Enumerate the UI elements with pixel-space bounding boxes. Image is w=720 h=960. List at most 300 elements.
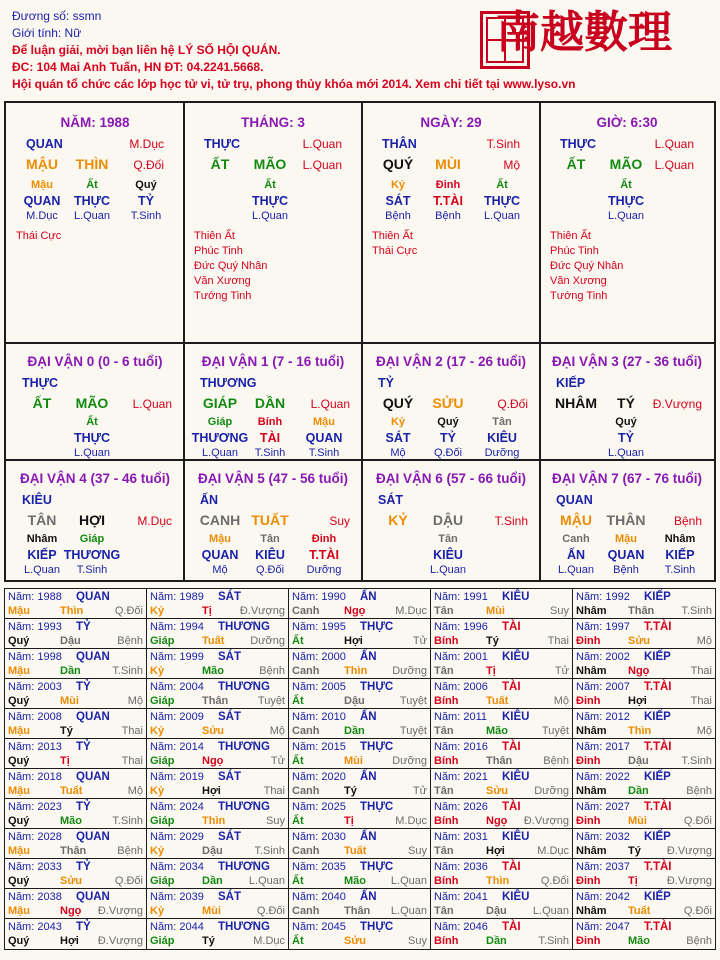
year-cell [147, 919, 289, 949]
year-label: Năm: 1991 [434, 591, 488, 603]
year-relation: KIẾP [644, 651, 671, 663]
year-label: Năm: 2035 [292, 861, 346, 873]
year-relation: KIÊU [502, 711, 530, 723]
year-line-bottom [292, 605, 427, 618]
year-stem: Tân [434, 845, 454, 857]
hidden-stem: Mậu [615, 533, 637, 545]
hidden-stage: L.Quan [73, 447, 111, 459]
year-stem: Nhâm [576, 785, 607, 797]
year-stem: Ất [292, 755, 304, 767]
hidden-stem: Giáp [79, 533, 105, 545]
year-line-top [150, 591, 285, 604]
year-label: Năm: 1990 [292, 591, 346, 603]
year-relation: THỰC [360, 861, 394, 873]
year-branch: Dậu [486, 905, 507, 917]
dai-van-branch-stage: Bệnh [673, 514, 702, 528]
year-relation: THƯƠNG [218, 921, 270, 933]
year-label: Năm: 2022 [576, 771, 630, 783]
hidden-stem: Tân [492, 416, 512, 428]
year-label: Năm: 2044 [150, 921, 204, 933]
year-line-top [8, 921, 143, 934]
year-line-top [8, 621, 143, 634]
year-cell [431, 619, 573, 649]
year-relation: ẤN [360, 771, 377, 783]
year-line-top [576, 801, 712, 814]
year-relation: TÀI [502, 861, 521, 873]
year-label: Năm: 2000 [292, 651, 346, 663]
year-relation: SÁT [218, 591, 241, 603]
dai-van-stem: GIÁP [202, 395, 238, 411]
year-stage: Thai [690, 695, 712, 707]
pillar-stem-relation: THỰC [560, 137, 597, 151]
year-stem: Nhâm [576, 845, 607, 857]
hidden-stage: T.Sinh [254, 447, 286, 459]
hidden-stem: Tân [438, 533, 458, 545]
year-stage: T.Sinh [538, 935, 569, 947]
year-stem: Kỷ [150, 845, 165, 857]
dai-van-branch-stage: Đ.Vượng [652, 397, 702, 411]
year-line-bottom [576, 935, 712, 948]
address-line: ĐC: 104 Mai Anh Tuấn, HN ĐT: 04.2241.5668. [12, 60, 264, 74]
hidden-stage: T.Sinh [76, 564, 108, 576]
year-branch: Tị [344, 815, 354, 827]
year-stem: Giáp [150, 815, 175, 827]
year-branch: Ngọ [202, 755, 224, 767]
year-line-bottom [576, 905, 712, 918]
year-label: Năm: 2015 [292, 741, 346, 753]
year-line-top [150, 801, 285, 814]
year-relation: QUAN [76, 651, 110, 663]
year-line-bottom [292, 905, 427, 918]
contact-line: Để luận giải, mời bạn liên hệ LÝ SỐ HỘI QUÁN. [12, 43, 281, 57]
year-line-top [292, 801, 427, 814]
year-branch: Sửu [344, 935, 367, 947]
year-cell [573, 889, 715, 919]
year-cell [147, 739, 289, 769]
hidden-relation: KIẾP [27, 548, 57, 562]
auspicious-star: Tướng Tinh [550, 290, 608, 302]
year-stem: Bính [434, 695, 459, 707]
year-stem: Mậu [8, 905, 30, 917]
year-cell [5, 799, 147, 829]
hidden-stem: Tân [260, 533, 280, 545]
year-stage: Mộ [696, 635, 712, 647]
hidden-relation: TỶ [618, 431, 634, 445]
year-line-bottom [292, 845, 427, 858]
year-relation: SÁT [218, 771, 241, 783]
year-cell [573, 619, 715, 649]
year-label: Năm: 1989 [150, 591, 204, 603]
year-branch: Tý [202, 935, 215, 947]
year-stem: Bính [434, 815, 459, 827]
pillar-cell [6, 103, 184, 343]
year-line-bottom [434, 635, 569, 648]
year-relation: THỰC [360, 921, 394, 933]
auspicious-star: Đức Quý Nhân [550, 260, 624, 272]
hidden-relation: THỰC [251, 194, 289, 208]
year-branch: Tuất [60, 785, 83, 797]
year-branch: Tý [60, 725, 73, 737]
year-stage: Đ.Vượng [666, 875, 712, 887]
year-line-top [292, 831, 427, 844]
hidden-relation: THỰC [73, 431, 111, 445]
hidden-relation: TỶ [138, 194, 154, 208]
year-stage: Q.Đối [683, 905, 712, 917]
hidden-stage: L.Quan [73, 210, 111, 222]
pillar-stem-relation: THÂN [382, 137, 417, 151]
year-stage: Đ.Vượng [97, 905, 143, 917]
year-relation: KIÊU [502, 831, 530, 843]
year-label: Năm: 2028 [8, 831, 62, 843]
hidden-relation: QUAN [305, 431, 343, 445]
hidden-stage: L.Quan [483, 210, 521, 222]
year-line-bottom [150, 755, 285, 768]
dai-van-stem: QUÝ [382, 395, 414, 411]
year-label: Năm: 2047 [576, 921, 630, 933]
year-branch: Mão [486, 725, 508, 737]
year-line-top [576, 741, 712, 754]
year-stem: Nhâm [576, 725, 607, 737]
year-stage: Bệnh [686, 935, 712, 947]
year-cell [573, 769, 715, 799]
hidden-stage: L.Quan [201, 447, 239, 459]
year-relation: KIÊU [502, 771, 530, 783]
year-stage: Thai [547, 635, 569, 647]
year-line-bottom [434, 725, 569, 738]
year-stage: M.Dục [395, 815, 427, 827]
year-branch: Hợi [628, 695, 647, 707]
year-stem: Nhâm [576, 905, 607, 917]
year-stem: Giáp [150, 755, 175, 767]
year-relation: T.TÀI [644, 621, 672, 633]
year-cell [5, 589, 147, 619]
hidden-stage: Bệnh [435, 210, 461, 222]
pillar-cell [362, 103, 540, 343]
pillar-stem-stage: L.Quan [302, 137, 342, 151]
year-line-top [576, 651, 712, 664]
year-label: Năm: 1988 [8, 591, 62, 603]
year-cell [573, 829, 715, 859]
year-stage: Bệnh [259, 665, 285, 677]
pillar-branch: THÌN [75, 156, 109, 172]
year-stem: Tân [434, 605, 454, 617]
year-stem: Đinh [576, 935, 601, 947]
year-line-top [8, 861, 143, 874]
hidden-relation: THƯƠNG [191, 431, 249, 445]
year-cell [147, 679, 289, 709]
year-label: Năm: 2024 [150, 801, 204, 813]
year-branch: Sửu [202, 725, 225, 737]
year-branch: Dậu [344, 695, 365, 707]
year-line-top [150, 621, 285, 634]
year-stem: Mậu [8, 845, 30, 857]
year-branch: Ngọ [60, 905, 82, 917]
year-branch: Dần [628, 785, 649, 797]
year-line-top [292, 651, 427, 664]
year-line-bottom [576, 635, 712, 648]
year-line-top [292, 741, 427, 754]
year-stem: Canh [292, 665, 320, 677]
year-label: Năm: 2016 [434, 741, 488, 753]
dai-van-title: ĐẠI VẬN 2 (17 - 26 tuổi) [375, 354, 527, 369]
year-stage: Dưỡng [392, 665, 427, 677]
year-line-bottom [292, 875, 427, 888]
year-stage: Mộ [127, 695, 143, 707]
hidden-relation: KIÊU [255, 548, 285, 562]
year-stem: Kỷ [150, 665, 165, 677]
hidden-stage: Bệnh [385, 210, 411, 222]
year-relation: TỶ [76, 921, 91, 933]
year-line-top [292, 771, 427, 784]
auspicious-star: Thiên Ất [550, 230, 591, 242]
year-line-top [8, 651, 143, 664]
year-line-bottom [150, 605, 285, 618]
year-stage: Q.Đối [683, 815, 712, 827]
year-stage: Mộ [127, 785, 143, 797]
year-stage: T.Sinh [681, 605, 712, 617]
year-stage: M.Dục [537, 845, 569, 857]
year-line-bottom [434, 875, 569, 888]
year-line-bottom [434, 935, 569, 948]
year-stem: Ất [292, 695, 304, 707]
year-relation: SÁT [218, 651, 241, 663]
year-branch: Hợi [486, 845, 505, 857]
year-stem: Đinh [576, 635, 601, 647]
year-branch: Dần [486, 935, 507, 947]
year-stem: Canh [292, 725, 320, 737]
hidden-relation: THƯƠNG [63, 548, 121, 562]
year-cell [573, 649, 715, 679]
year-stem: Giáp [150, 935, 175, 947]
hidden-stem: Nhâm [664, 533, 696, 545]
year-line-top [434, 591, 569, 604]
year-stage: Dưỡng [250, 635, 285, 647]
year-line-bottom [8, 875, 143, 888]
dai-van-stem: ẤT [32, 395, 52, 411]
year-stem: Mậu [8, 725, 30, 737]
year-line-top [576, 831, 712, 844]
year-cell [147, 649, 289, 679]
dai-van-stem: CANH [199, 512, 241, 528]
pillar-stem-stage: T.Sinh [486, 137, 520, 151]
year-branch: Tý [486, 635, 499, 647]
auspicious-star: Thiên Ất [372, 230, 413, 242]
hidden-stem: Nhâm [26, 533, 58, 545]
year-relation: T.TÀI [644, 741, 672, 753]
year-stage: T.Sinh [254, 845, 285, 857]
year-cell [431, 649, 573, 679]
year-stage: M.Dục [253, 935, 285, 947]
dai-van-cell [6, 460, 184, 580]
year-line-bottom [150, 635, 285, 648]
year-stage: Q.Đối [114, 605, 143, 617]
hidden-stem: Ất [264, 179, 276, 191]
year-label: Năm: 2014 [150, 741, 204, 753]
year-stage: L.Quan [390, 905, 427, 917]
year-line-bottom [434, 815, 569, 828]
year-stage: Suy [408, 935, 427, 947]
dai-van-branch: TÝ [617, 395, 635, 411]
year-line-top [576, 591, 712, 604]
year-branch: Dần [60, 665, 81, 677]
year-relation: THỰC [360, 621, 394, 633]
year-stage: M.Dục [395, 605, 427, 617]
year-branch: Thân [344, 905, 371, 917]
year-cell [289, 919, 431, 949]
year-line-top [434, 681, 569, 694]
year-line-top [292, 921, 427, 934]
year-stem: Đinh [576, 755, 601, 767]
year-relation: THƯƠNG [218, 741, 270, 753]
year-stem: Ất [292, 635, 304, 647]
year-cell [147, 709, 289, 739]
year-branch: Thân [628, 605, 655, 617]
dai-van-branch-stage: L.Quan [310, 397, 350, 411]
auspicious-star: Tướng Tinh [194, 290, 252, 302]
dai-van-stem-relation: QUAN [556, 493, 593, 507]
year-cell [573, 589, 715, 619]
year-relation: T.TÀI [644, 921, 672, 933]
pillar-branch-stage: L.Quan [302, 158, 342, 172]
year-line-bottom [8, 605, 143, 618]
year-stage: L.Quan [390, 875, 427, 887]
hidden-stage: L.Quan [23, 564, 61, 576]
year-relation: T.TÀI [644, 801, 672, 813]
year-line-top [292, 681, 427, 694]
year-stage: Bệnh [117, 635, 143, 647]
hidden-relation: QUAN [201, 548, 239, 562]
year-stem: Giáp [150, 875, 175, 887]
year-stage: Dưỡng [392, 755, 427, 767]
year-branch: Tị [628, 875, 638, 887]
year-cell [431, 679, 573, 709]
year-line-bottom [8, 785, 143, 798]
year-relation: THỰC [360, 681, 394, 693]
year-line-top [150, 891, 285, 904]
year-stage: Dưỡng [534, 785, 569, 797]
year-stage: Tuyệt [399, 695, 427, 707]
dai-van-branch: TUẤT [251, 512, 289, 528]
dai-van-stem: KỶ [388, 512, 408, 528]
year-stem: Kỷ [150, 785, 165, 797]
year-relation: QUAN [76, 591, 110, 603]
year-branch: Ngọ [628, 665, 650, 677]
year-stage: Mộ [696, 725, 712, 737]
dai-van-title: ĐẠI VẬN 4 (37 - 46 tuổi) [19, 471, 171, 486]
year-branch: Thân [486, 755, 513, 767]
year-label: Năm: 2029 [150, 831, 204, 843]
hidden-relation: KIÊU [487, 431, 517, 445]
year-line-bottom [150, 725, 285, 738]
year-cell [5, 679, 147, 709]
year-cell [431, 739, 573, 769]
auspicious-star: Văn Xương [550, 275, 607, 287]
year-stage: L.Quan [532, 905, 569, 917]
year-cell [431, 769, 573, 799]
year-stage: Suy [550, 605, 569, 617]
year-stage: Bệnh [543, 755, 569, 767]
hidden-stage: T.Sinh [664, 564, 696, 576]
year-stage: Thai [121, 725, 143, 737]
year-branch: Dậu [202, 845, 223, 857]
hidden-stage: Q.Đối [255, 564, 285, 576]
year-label: Năm: 2030 [292, 831, 346, 843]
year-line-bottom [576, 785, 712, 798]
year-stem: Bính [434, 875, 459, 887]
year-stem: Kỷ [150, 905, 165, 917]
year-stage: Thai [263, 785, 285, 797]
hidden-stem: Quý [615, 416, 637, 428]
owner-name: Đương số: ssmn [12, 9, 102, 23]
year-label: Năm: 1995 [292, 621, 346, 633]
year-line-bottom [292, 785, 427, 798]
hidden-stem: Ất [86, 416, 98, 428]
hidden-stage: Bệnh [613, 564, 639, 576]
year-relation: KIẾP [644, 891, 671, 903]
year-stage: Tử [412, 785, 427, 797]
year-line-bottom [434, 785, 569, 798]
year-stem: Canh [292, 905, 320, 917]
year-line-bottom [576, 665, 712, 678]
year-cell [289, 889, 431, 919]
year-cell [573, 709, 715, 739]
year-line-top [434, 651, 569, 664]
year-cell [289, 859, 431, 889]
pillar-stem-relation: QUAN [26, 137, 63, 151]
dai-van-stem-relation: THƯƠNG [200, 376, 257, 390]
pillar-title: THÁNG: 3 [241, 115, 305, 130]
year-stem: Quý [8, 695, 30, 707]
year-branch: Hợi [202, 785, 221, 797]
year-line-bottom [8, 665, 143, 678]
year-stage: Thai [121, 755, 143, 767]
year-relation: ẤN [360, 891, 377, 903]
year-branch: Mùi [202, 905, 221, 917]
year-cell [289, 799, 431, 829]
year-line-bottom [8, 905, 143, 918]
year-line-top [576, 711, 712, 724]
year-branch: Dậu [60, 635, 81, 647]
year-line-bottom [292, 635, 427, 648]
dai-van-branch-stage: L.Quan [132, 397, 172, 411]
year-stem: Quý [8, 935, 30, 947]
auspicious-star: Thiên Ất [194, 230, 235, 242]
pillar-branch: MÃO [609, 156, 643, 172]
year-line-top [576, 921, 712, 934]
hidden-stem: Giáp [207, 416, 233, 428]
year-label: Năm: 2023 [8, 801, 62, 813]
year-branch: Tý [628, 845, 641, 857]
year-cell [573, 799, 715, 829]
year-stage: Suy [408, 845, 427, 857]
year-line-top [8, 741, 143, 754]
year-line-bottom [576, 605, 712, 618]
site-logo: 南越數理 [496, 7, 672, 58]
hidden-relation: KIẾP [665, 548, 695, 562]
pillar-stem-stage: L.Quan [654, 137, 694, 151]
hidden-stem: Ất [86, 179, 98, 191]
year-cell [147, 799, 289, 829]
year-relation: SÁT [218, 891, 241, 903]
hidden-relation: TÀI [259, 431, 281, 445]
year-stage: Q.Đối [114, 875, 143, 887]
hidden-stem: Kỷ [390, 416, 406, 428]
year-line-top [434, 741, 569, 754]
dai-van-cell [362, 343, 540, 460]
year-line-bottom [8, 725, 143, 738]
year-label: Năm: 2025 [292, 801, 346, 813]
year-relation: KIẾP [644, 711, 671, 723]
